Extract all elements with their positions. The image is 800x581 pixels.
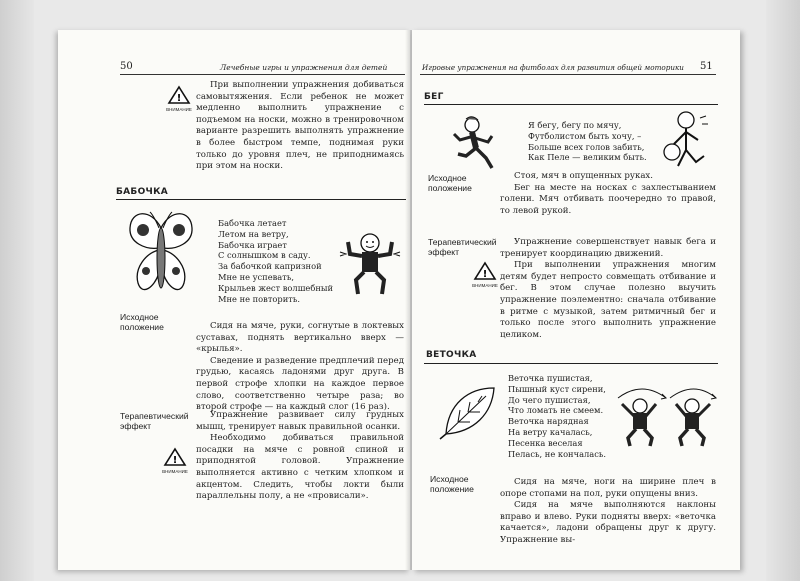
- warning-caption: ВНИМАНИЕ: [472, 283, 498, 288]
- section-rule-run: [424, 104, 718, 105]
- poem-line: С солнышком в саду.: [218, 250, 311, 261]
- scanner-edge-right: [766, 0, 800, 581]
- left-page-header: [110, 61, 405, 75]
- poem-line: Больше всех голов забить,: [528, 141, 645, 152]
- poem-line: Я бегу, бегу по мячу,: [528, 120, 622, 130]
- therapeutic-effect-text: [196, 410, 404, 503]
- run-poem: [528, 120, 647, 163]
- start-text-2: Сведение и разведение предплечий перед грудью, касаясь ладонями друг друга. В первой строфе хлопки на каждое первое слово, соответственно четыре раза; во второй строфе — на каждый слог (16 раз).: [196, 355, 404, 413]
- poem-line: Футболистом быть хочу, –: [528, 130, 642, 141]
- intro-text: При выполнении упражнения добиваться самовытяжения. Если ребенок не может медленно выполнить упражнение с подъемом на носки, можно в тренировочном варианте разрешить выполнять упражнение в более быстром темпе, поднимая руки только до уровня плеч, не приподнимаясь при этом на носки.: [196, 80, 404, 172]
- poem-line: Как Пеле — великим быть.: [528, 152, 647, 163]
- child-with-ball-figure: [660, 110, 712, 180]
- warning-sign-left-top: [164, 86, 194, 112]
- start-position-text-twig: [500, 477, 716, 547]
- section-title-twig: ВЕТОЧКА: [426, 350, 477, 360]
- poem-line: До чего пушистая,: [508, 394, 591, 405]
- section-rule-butterfly: [116, 199, 406, 200]
- start-position-text: [196, 321, 404, 414]
- child-on-ball-figure: [338, 232, 402, 298]
- poem-line: Пелась, не кончалась.: [508, 448, 607, 459]
- running-title-left: Лечебные игры и упражнения для детей: [220, 63, 388, 72]
- poem-line: Бабочка летает: [218, 218, 287, 228]
- effect-text-2: При выполнении упражнения многим детям будет непросто совмещать отбивание и бег. В этом случае полезно выучить упражнение поэлементно: сначала отбивание в ритме с музыкой, затем ритмичный бег и только после этого выполнить упражнение целиком.: [500, 260, 716, 340]
- start-text-2: Сидя на мяче выполняются наклоны вправо и влево. Руки подняты вверх: «веточка качается», ладони обращены друг к другу. Упражнение вы-: [500, 500, 716, 545]
- warning-caption: ВНИМАНИЕ: [162, 469, 188, 474]
- warning-icon: [168, 86, 190, 104]
- poem-line: Бабочка играет: [218, 239, 287, 250]
- warning-caption: ВНИМАНИЕ: [166, 107, 192, 112]
- running-title-right: Игровые упражнения на фитболах для развития общей моторики: [422, 63, 684, 72]
- effect-text: Упражнение развивает силу грудных мышц, тренирует навык правильной осанки.: [196, 410, 404, 432]
- warning-icon: [474, 262, 496, 280]
- swaying-children-figure: [612, 380, 720, 450]
- start-text: Стоя, мяч в опущенных руках.: [514, 171, 654, 181]
- svg-text:!: !: [172, 455, 178, 466]
- intro-paragraph: [196, 80, 404, 173]
- header-rule-left: [120, 74, 405, 75]
- page-number-left: 50: [120, 61, 133, 72]
- scanner-edge-left: [0, 0, 34, 581]
- poem-line: Мне не успевать,: [218, 271, 294, 282]
- warning-sign-left-bottom: [160, 448, 190, 474]
- start-position-label-run: Исходное положение: [428, 173, 472, 193]
- poem-line: За бабочкой капризной: [218, 261, 322, 272]
- header-rule-right: [420, 74, 716, 75]
- poem-line: Летом на ветру,: [218, 228, 289, 239]
- right-page-header: [418, 61, 718, 75]
- poem-line: Мне не повторить.: [218, 293, 301, 304]
- start-position-text-run: [500, 171, 716, 217]
- warning-icon: [164, 448, 186, 466]
- start-position-label-twig: Исходное положение: [430, 474, 474, 494]
- effect-text-2: Необходимо добиваться правильной посадки на мяче с ровной спиной и приподнятой головой. Упражнение выполняется активно с четким хлопком и акцентом. Следить, чтобы локти были параллельны полу, а не «провисали».: [196, 433, 404, 502]
- section-rule-twig: [424, 363, 718, 364]
- warning-sign-right: [470, 262, 500, 288]
- butterfly-poem: [218, 218, 333, 304]
- poem-line: Крыльев жест волшебный: [218, 282, 333, 293]
- section-title-run: БЕГ: [424, 92, 444, 102]
- poem-line: Веточка нарядная: [508, 416, 589, 427]
- start-text: Сидя на мяче, руки, согнутые в локтевых суставах, поднять вертикально вверх — «крылья».: [196, 321, 404, 355]
- running-child-figure: [448, 116, 504, 172]
- poem-line: Песенка веселая: [508, 437, 583, 448]
- effect-text: Упражнение совершенствует навык бега и тренирует координацию движений.: [500, 237, 716, 259]
- therapeutic-effect-label: Терапевтический эффект: [120, 411, 189, 431]
- therapeutic-effect-text-run: [500, 237, 716, 341]
- svg-text:!: !: [176, 93, 182, 104]
- twig-poem: [508, 373, 606, 459]
- start-text-2: Бег на месте на носках с захлестыванием голени. Мяч отбивать поочередно то правой, то левой рукой.: [500, 182, 716, 216]
- therapeutic-effect-label-run: Терапевтический эффект: [428, 237, 497, 257]
- svg-text:!: !: [482, 269, 488, 280]
- start-text: Сидя на мяче, ноги на ширине плеч в опоре стопами на пол, руки опущены вниз.: [500, 477, 716, 499]
- poem-line: Что ломать не смеем.: [508, 405, 604, 416]
- section-title-butterfly: БАБОЧКА: [116, 187, 169, 197]
- page-number-right: 51: [700, 61, 713, 72]
- start-position-label: Исходное положение: [120, 312, 164, 332]
- poem-line: Веточка пушистая,: [508, 373, 593, 383]
- butterfly-illustration: [126, 208, 196, 300]
- poem-line: На ветру качалась,: [508, 426, 593, 437]
- poem-line: Пышный куст сирени,: [508, 383, 606, 394]
- leaf-illustration: [438, 384, 498, 440]
